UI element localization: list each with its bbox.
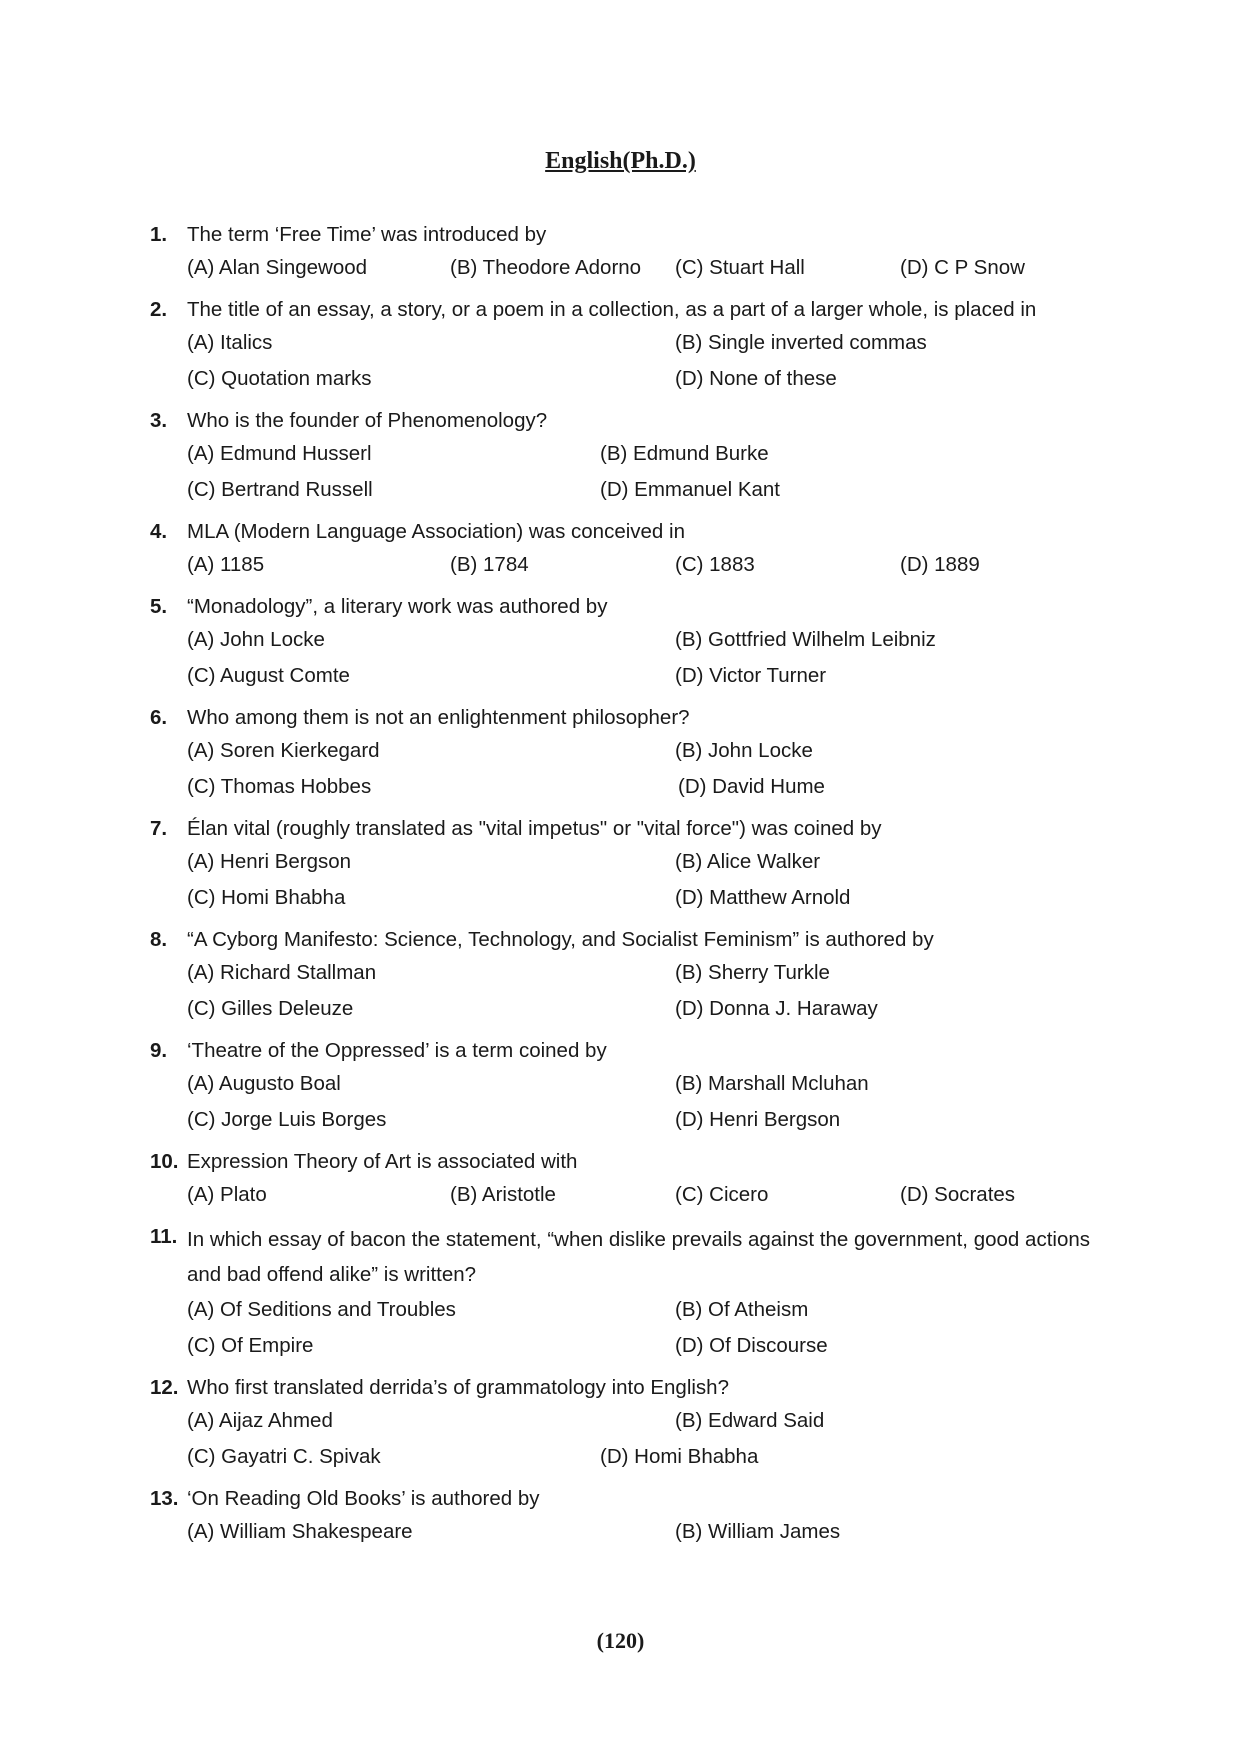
option-row <box>150 1514 1090 1550</box>
question-stem <box>150 1147 1090 1177</box>
option-row <box>150 1403 1090 1439</box>
question-1 <box>150 220 1090 286</box>
option-row <box>150 844 1090 880</box>
question-text: MLA (Modern Language Association) was conceived in <box>187 520 685 543</box>
option-b: (B) Gottfried Wilhelm Leibniz <box>675 628 936 651</box>
question-text: Élan vital (roughly translated as "vital impetus" or "vital force") was coined by <box>187 817 882 840</box>
option-row <box>150 436 1090 472</box>
option-a: (A) Richard Stallman <box>187 961 377 984</box>
option-c: (C) Jorge Luis Borges <box>187 1108 387 1131</box>
option-c: (C) 1883 <box>675 553 755 576</box>
option-b: (B) Aristotle <box>450 1183 556 1206</box>
option-a: (A) Edmund Husserl <box>187 442 372 465</box>
question-11 <box>150 1222 1090 1364</box>
question-text: “Monadology”, a literary work was authored by <box>187 595 608 618</box>
question-number: 2. <box>150 298 168 321</box>
question-number: 10. <box>150 1150 179 1173</box>
question-5 <box>150 592 1090 694</box>
question-6 <box>150 703 1090 805</box>
question-stem <box>150 295 1090 325</box>
option-d: (D) Emmanuel Kant <box>600 478 781 501</box>
option-b: (B) 1784 <box>450 553 529 576</box>
option-b: (B) Sherry Turkle <box>675 961 830 984</box>
question-number: 8. <box>150 928 168 951</box>
question-stem <box>150 406 1090 436</box>
option-a: (A) Italics <box>187 331 273 354</box>
question-12 <box>150 1373 1090 1475</box>
option-c: (C) Quotation marks <box>187 367 372 390</box>
page-title: English(Ph.D.) <box>545 148 696 174</box>
option-b: (B) Alice Walker <box>675 850 821 873</box>
question-stem <box>150 925 1090 955</box>
option-b: (B) Edmund Burke <box>600 442 769 465</box>
option-row <box>150 658 1090 694</box>
option-c: (C) August Comte <box>187 664 350 687</box>
question-text: Who is the founder of Phenomenology? <box>187 409 548 432</box>
option-a: (A) Of Seditions and Troubles <box>187 1298 456 1321</box>
option-b: (B) William James <box>675 1520 841 1543</box>
question-7 <box>150 814 1090 916</box>
question-stem <box>150 1484 1090 1514</box>
option-a: (A) Augusto Boal <box>187 1072 341 1095</box>
question-stem <box>150 1036 1090 1066</box>
option-row <box>150 1177 1090 1213</box>
option-d: (D) Socrates <box>900 1183 1016 1206</box>
option-d: (D) Donna J. Haraway <box>675 997 878 1020</box>
option-b: (B) Marshall Mcluhan <box>675 1072 869 1095</box>
question-number: 5. <box>150 595 168 618</box>
option-row <box>150 361 1090 397</box>
option-d: (D) Homi Bhabha <box>600 1445 759 1468</box>
question-stem <box>150 814 1090 844</box>
question-text: In which essay of bacon the statement, “when dislike prevails against the government, good actions and bad offend alike” is written? <box>187 1228 1090 1286</box>
question-text: The term ‘Free Time’ was introduced by <box>187 223 547 246</box>
option-row <box>150 1439 1090 1475</box>
question-number: 13. <box>150 1487 179 1510</box>
option-d: (D) Matthew Arnold <box>675 886 851 909</box>
option-b: (B) Single inverted commas <box>675 331 927 354</box>
option-a: (A) Soren Kierkegard <box>187 739 380 762</box>
option-c: (C) Gayatri C. Spivak <box>187 1445 381 1468</box>
option-d: (D) David Hume <box>678 775 825 798</box>
question-2 <box>150 295 1090 397</box>
option-d: (D) None of these <box>675 367 837 390</box>
question-stem <box>150 1373 1090 1403</box>
option-row <box>150 955 1090 991</box>
option-row <box>150 250 1090 286</box>
question-text: ‘Theatre of the Oppressed’ is a term coined by <box>187 1039 607 1062</box>
option-d: (D) Henri Bergson <box>675 1108 841 1131</box>
question-8 <box>150 925 1090 1027</box>
option-b: (B) John Locke <box>675 739 813 762</box>
question-4 <box>150 517 1090 583</box>
question-stem <box>150 592 1090 622</box>
question-number: 12. <box>150 1376 179 1399</box>
question-number: 4. <box>150 520 168 543</box>
question-number: 3. <box>150 409 168 432</box>
question-text: Who among them is not an enlightenment philosopher? <box>187 706 690 729</box>
option-row <box>150 1328 1090 1364</box>
option-c: (C) Of Empire <box>187 1334 314 1357</box>
option-a: (A) William Shakespeare <box>187 1520 413 1543</box>
option-row <box>150 547 1090 583</box>
option-b: (B) Of Atheism <box>675 1298 809 1321</box>
option-d: (D) Of Discourse <box>675 1334 828 1357</box>
question-text: The title of an essay, a story, or a poem in a collection, as a part of a larger whole, is placed in <box>187 298 1037 321</box>
question-3 <box>150 406 1090 508</box>
question-text: Expression Theory of Art is associated with <box>187 1150 578 1173</box>
option-row <box>150 325 1090 361</box>
question-stem <box>150 703 1090 733</box>
option-row <box>150 769 1090 805</box>
question-number: 11. <box>150 1225 178 1248</box>
question-number: 1. <box>150 223 168 246</box>
option-d: (D) Victor Turner <box>675 664 827 687</box>
option-b: (B) Theodore Adorno <box>450 256 642 279</box>
option-b: (B) Edward Said <box>675 1409 825 1432</box>
option-c: (C) Gilles Deleuze <box>187 997 354 1020</box>
option-row <box>150 1066 1090 1102</box>
question-stem <box>150 1222 1090 1292</box>
option-a: (A) 1185 <box>187 553 265 576</box>
option-c: (C) Stuart Hall <box>675 256 805 279</box>
question-10 <box>150 1147 1090 1213</box>
option-d: (D) 1889 <box>900 553 980 576</box>
option-row <box>150 733 1090 769</box>
question-number: 7. <box>150 817 168 840</box>
option-a: (A) John Locke <box>187 628 325 651</box>
option-row <box>150 1102 1090 1138</box>
question-stem <box>150 220 1090 250</box>
option-c: (C) Thomas Hobbes <box>187 775 372 798</box>
question-9 <box>150 1036 1090 1138</box>
option-a: (A) Alan Singewood <box>187 256 368 279</box>
option-d: (D) C P Snow <box>900 256 1025 279</box>
option-a: (A) Plato <box>187 1183 267 1206</box>
option-c: (C) Bertrand Russell <box>187 478 373 501</box>
question-number: 9. <box>150 1039 168 1062</box>
option-row <box>150 472 1090 508</box>
question-text: ‘On Reading Old Books’ is authored by <box>187 1487 540 1510</box>
question-stem <box>150 517 1090 547</box>
option-c: (C) Cicero <box>675 1183 769 1206</box>
option-row <box>150 880 1090 916</box>
option-row <box>150 622 1090 658</box>
option-a: (A) Henri Bergson <box>187 850 352 873</box>
question-number: 6. <box>150 706 168 729</box>
question-13 <box>150 1484 1090 1550</box>
page-number: (120) <box>596 1628 645 1653</box>
option-a: (A) Aijaz Ahmed <box>187 1409 333 1432</box>
question-list <box>150 220 1090 1559</box>
option-row <box>150 991 1090 1027</box>
option-c: (C) Homi Bhabha <box>187 886 346 909</box>
option-row <box>150 1292 1090 1328</box>
question-text: “A Cyborg Manifesto: Science, Technology, and Socialist Feminism” is authored by <box>187 928 934 951</box>
question-text: Who first translated derrida’s of grammatology into English? <box>187 1376 729 1399</box>
